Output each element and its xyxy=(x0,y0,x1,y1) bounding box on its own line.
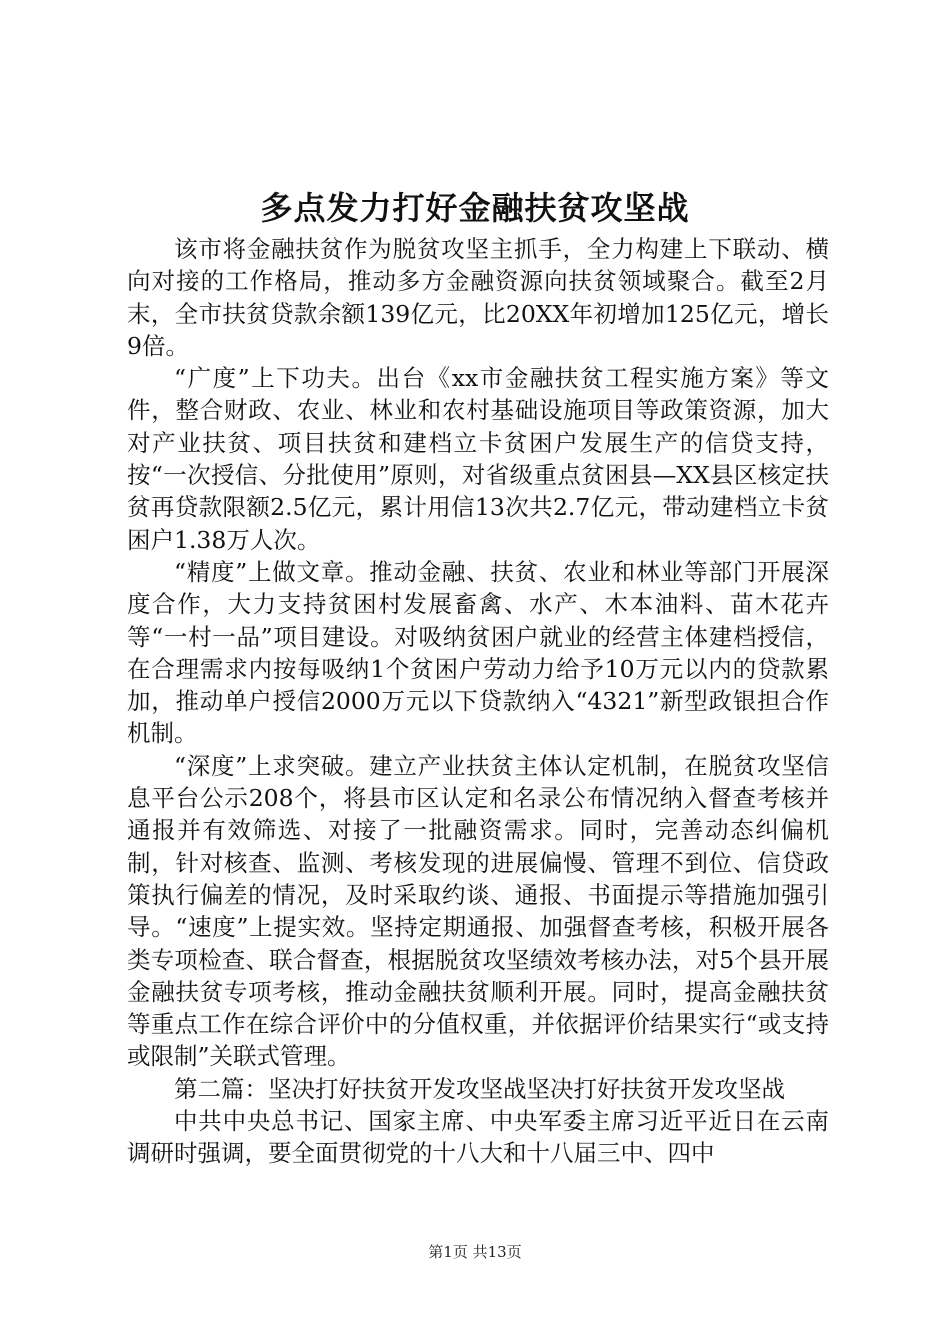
paragraph-part-two-body: 中共中央总书记、国家主席、中央军委主席习近平近日在云南调研时强调，要全面贯彻党的十八大和十八届三中、四中 xyxy=(127,1107,829,1168)
document-title: 多点发力打好金融扶贫攻坚战 xyxy=(260,189,690,227)
paragraph-breadth: “广度”上下功夫。出台《xx市金融扶贫工程实施方案》等文件，整合财政、农业、林业和农村基础设施项目等政策资源，加大对产业扶贫、项目扶贫和建档立卡贫困户发展生产的信贷支持，按“一次授信、分批使用”原则，对省级重点贫困县—XX县区核定扶贫再贷款限额2.5亿元，累计用信13次共2.7亿元，带动建档立卡贫困户1.38万人次。 xyxy=(127,364,829,554)
page-footer: 第1页 共13页 xyxy=(428,1243,522,1261)
paragraph-part-two-heading: 第二篇：坚决打好扶贫开发攻坚战坚决打好扶贫开发攻坚战 xyxy=(174,1074,785,1103)
paragraph-precision: “精度”上做文章。推动金融、扶贫、农业和林业等部门开展深度合作，大力支持贫困村发展畜禽、水产、木本油料、苗木花卉等“一村一品”项目建设。对吸纳贫困户就业的经营主体建档授信，在合理需求内按每吸纳1个贫困户劳动力给予10万元以内的贷款累加，推动单户授信2000万元以下贷款纳入“4321”新型政银担合作机制。 xyxy=(127,557,829,748)
paragraph-depth: “深度”上求突破。建立产业扶贫主体认定机制，在脱贫攻坚信息平台公示208个，将县市区认定和名录公布情况纳入督查考核并通报并有效筛选、对接了一批融资需求。同时，完善动态纠偏机制，针对核查、监测、考核发现的进展偏慢、管理不到位、信贷政策执行偏差的情况，及时采取约谈、通报、书面提示等措施加强引导。“速度”上提实效。坚持定期通报、加强督查考核，积极开展各类专项检查、联合督查，根据脱贫攻坚绩效考核办法，对5个县开展金融扶贫专项考核，推动金融扶贫顺利开展。同时，提高金融扶贫等重点工作在综合评价中的分值权重，并依据评价结果实行“或支持或限制”关联式管理。 xyxy=(127,751,829,1071)
paragraph-intro: 该市将金融扶贫作为脱贫攻坚主抓手，全力构建上下联动、横向对接的工作格局，推动多方金融资源向扶贫领域聚合。截至2月末，全市扶贫贷款余额139亿元，比20XX年初增加125亿元，增长9倍。 xyxy=(127,235,829,360)
document-body xyxy=(127,233,829,1170)
